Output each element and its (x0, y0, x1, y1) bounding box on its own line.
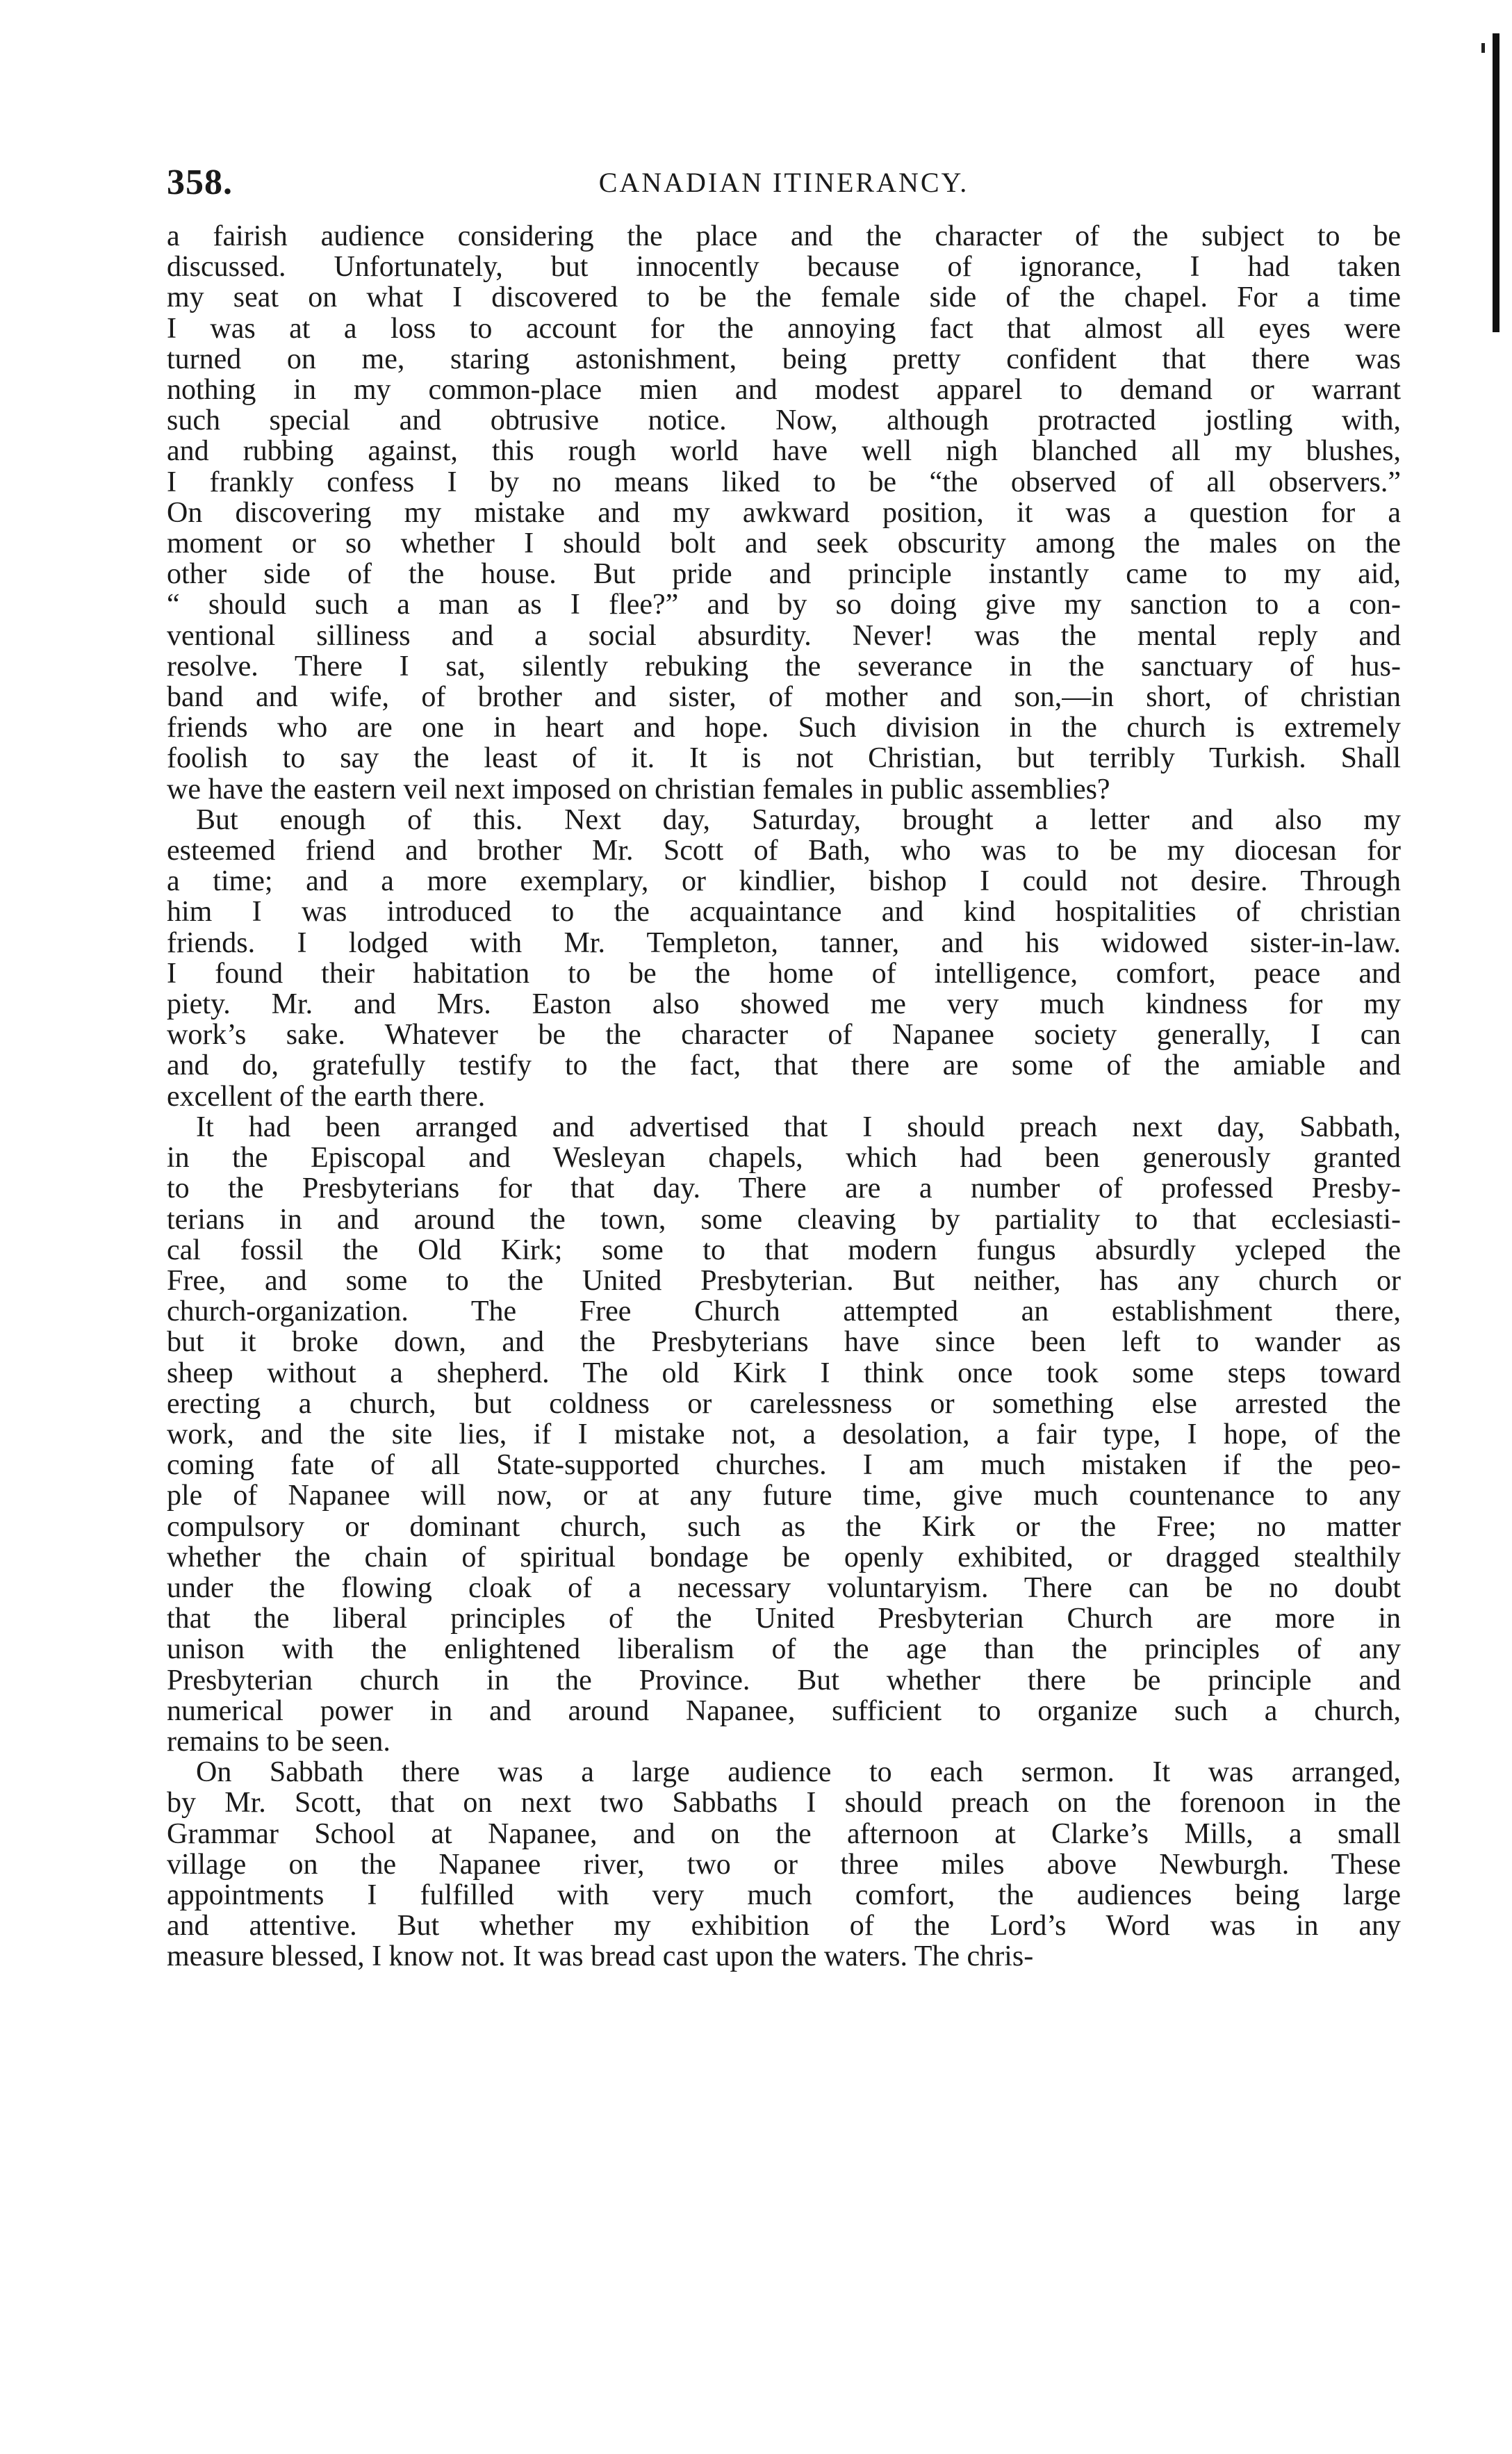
page-edge-mark (1481, 43, 1485, 53)
text-line: him I was introduced to the acquaintance and kind hospitalities of christian (167, 896, 1401, 929)
text-line: I found their habitation to be the home of intelligence, comfort, peace and (167, 957, 1401, 990)
text-line: work, and the site lies, if I mistake not, a desolation, a fair type, I hope, of the (167, 1418, 1401, 1450)
text-line: nothing in my common-place mien and modest apparel to demand or warrant (167, 374, 1401, 407)
text-line: compulsory or dominant church, such as the Kirk or the Free; no matter (167, 1510, 1401, 1543)
text-line: in the Episcopal and Wesleyan chapels, which had been generously granted (167, 1142, 1401, 1175)
text-line: But enough of this. Next day, Saturday, brought a letter and also my (196, 803, 1401, 836)
text-line: On discovering my mistake and my awkward position, it was a question for a (167, 496, 1401, 529)
text-line: but it broke down, and the Presbyterians have since been left to wander as (167, 1326, 1401, 1359)
text-line: turned on me, staring astonishment, being pretty confident that there was (167, 343, 1401, 375)
text-line: esteemed friend and brother Mr. Scott of Bath, who was to be my diocesan for (167, 835, 1401, 867)
page-header (167, 158, 1401, 207)
text-line: church-organization. The Free Church attempted an establishment there, (167, 1295, 1401, 1328)
text-line: moment or so whether I should bolt and seek obscurity among the males on the (167, 527, 1401, 560)
text-line: Presbyterian church in the Province. But whether there be principle and (167, 1664, 1401, 1696)
text-line: a time; and a more exemplary, or kindlier, bishop I could not desire. Through (167, 865, 1401, 898)
text-line: piety. Mr. and Mrs. Easton also showed me very much kindness for my (167, 988, 1401, 1021)
text-line: to the Presbyterians for that day. There are a number of professed Presby- (167, 1172, 1401, 1205)
text-line: by Mr. Scott, that on next two Sabbaths I should preach on the forenoon in the (167, 1787, 1401, 1819)
paragraph (167, 1757, 1401, 1972)
text-line: we have the eastern veil next imposed on christian females in public assemblies? (167, 773, 1110, 805)
text-line: coming fate of all State-supported churches. I am much mistaken if the peo- (167, 1449, 1401, 1482)
text-line: excellent of the earth there. (167, 1080, 486, 1113)
text-line: under the flowing cloak of a necessary voluntaryism. There can be no doubt (167, 1571, 1401, 1604)
running-title: CANADIAN ITINERANCY. (598, 167, 969, 198)
text-line: measure blessed, I know not. It was bread cast upon the waters. The chris- (167, 1940, 1034, 1973)
text-line: friends. I lodged with Mr. Templeton, tanner, and his widowed sister-in-law. (167, 926, 1401, 959)
paragraph (167, 805, 1401, 1112)
text-line: a fairish audience considering the place and the character of the subject to be (167, 220, 1401, 252)
text-line: such special and obtrusive notice. Now, although protracted jostling with, (167, 404, 1401, 437)
paragraph (167, 1112, 1401, 1757)
page-number: 358. (167, 163, 233, 202)
text-line: remains to be seen. (167, 1725, 391, 1758)
text-line: erecting a church, but coldness or carelessness or something else arrested the (167, 1387, 1401, 1420)
text-line: that the liberal principles of the United Presbyterian Church are more in (167, 1603, 1401, 1635)
text-line: whether the chain of spiritual bondage be openly exhibited, or dragged stealthily (167, 1541, 1401, 1573)
text-line: On Sabbath there was a large audience to each sermon. It was arranged, (196, 1756, 1401, 1789)
text-line: discussed. Unfortunately, but innocently because of ignorance, I had taken (167, 251, 1401, 284)
text-line: band and wife, of brother and sister, of mother and son,—in short, of christian (167, 681, 1401, 714)
text-line: other side of the house. But pride and principle instantly came to my aid, (167, 558, 1401, 591)
text-line: work’s sake. Whatever be the character of Napanee society generally, I can (167, 1019, 1401, 1052)
text-line: “ should such a man as I flee?” and by so doing give my sanction to a con- (167, 589, 1401, 621)
text-line: and attentive. But whether my exhibition of the Lord’s Word was in any (167, 1910, 1401, 1942)
text-line: resolve. There I sat, silently rebuking the severance in the sanctuary of hus- (167, 650, 1401, 682)
text-line: numerical power in and around Napanee, sufficient to organize such a church, (167, 1694, 1401, 1727)
text-line: I was at a loss to account for the annoying fact that almost all eyes were (167, 312, 1401, 345)
text-line: It had been arranged and advertised that I should preach next day, Sabbath, (196, 1111, 1401, 1143)
text-line: foolish to say the least of it. It is not Christian, but terribly Turkish. Shall (167, 742, 1401, 775)
text-line: village on the Napanee river, two or three miles above Newburgh. These (167, 1848, 1401, 1881)
text-line: ventional silliness and a social absurdity. Never! was the mental reply and (167, 619, 1401, 652)
text-line: ple of Napanee will now, or at any future time, give much countenance to any (167, 1480, 1401, 1512)
paragraph (167, 221, 1401, 805)
text-line: friends who are one in heart and hope. Such division in the church is extremely (167, 712, 1401, 744)
body-text (167, 221, 1401, 1972)
text-line: my seat on what I discovered to be the female side of the chapel. For a time (167, 281, 1401, 314)
page-edge-rule (1493, 33, 1499, 332)
text-line: I frankly confess I by no means liked to be “the observed of all observers.” (167, 466, 1401, 498)
text-line: terians in and around the town, some cleaving by partiality to that ecclesiasti- (167, 1203, 1401, 1236)
text-line: and do, gratefully testify to the fact, that there are some of the amiable and (167, 1049, 1401, 1082)
text-line: appointments I fulfilled with very much comfort, the audiences being large (167, 1879, 1401, 1911)
text-line: Free, and some to the United Presbyterian. But neither, has any church or (167, 1264, 1401, 1297)
text-line: Grammar School at Napanee, and on the afternoon at Clarke’s Mills, a small (167, 1817, 1401, 1850)
text-line: cal fossil the Old Kirk; some to that modern fungus absurdly ycleped the (167, 1234, 1401, 1266)
text-line: and rubbing against, this rough world have well nigh blanched all my blushes, (167, 435, 1401, 468)
text-line: sheep without a shepherd. The old Kirk I think once took some steps toward (167, 1357, 1401, 1389)
text-line: unison with the enlightened liberalism of the age than the principles of any (167, 1633, 1401, 1666)
